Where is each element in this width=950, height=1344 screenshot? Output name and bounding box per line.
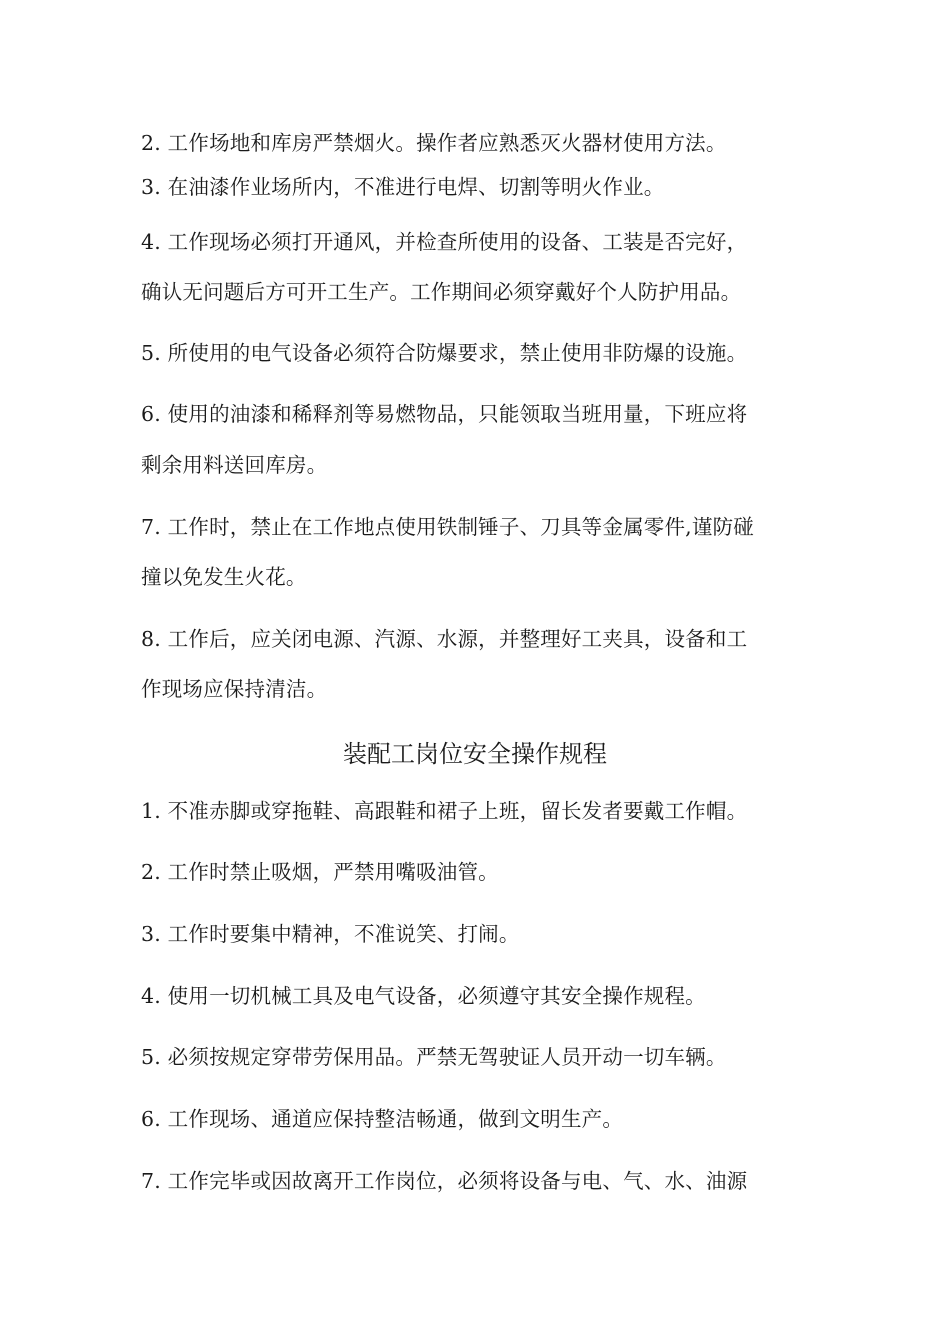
rule-line: 2. 工作场地和库房严禁烟火。操作者应熟悉灭火器材使用方法。 [141,131,727,155]
rule-line: 5. 所使用的电气设备必须符合防爆要求，禁止使用非防爆的设施。 [141,341,748,365]
rule-line: 8. 工作后，应关闭电源、汽源、水源，并整理好工夹具，设备和工 [141,627,748,651]
section-title: 装配工岗位安全操作规程 [343,740,607,768]
rule-line: 5. 必须按规定穿带劳保用品。严禁无驾驶证人员开动一切车辆。 [141,1045,727,1069]
rule-line: 作现场应保持清洁。 [141,677,328,701]
rule-line: 6. 工作现场、通道应保持整洁畅通，做到文明生产。 [141,1107,624,1131]
rule-line: 撞以免发生火花。 [141,565,307,589]
rule-line: 4. 使用一切机械工具及电气设备，必须遵守其安全操作规程。 [141,984,706,1008]
rule-line: 4. 工作现场必须打开通风，并检查所使用的设备、工装是否完好， [141,230,748,254]
rule-line: 剩余用料送回库房。 [141,453,328,477]
rule-line: 3. 工作时要集中精神，不准说笑、打闹。 [141,922,520,946]
rule-line: 1. 不准赤脚或穿拖鞋、高跟鞋和裙子上班，留长发者要戴工作帽。 [141,799,748,823]
rule-line: 3. 在油漆作业场所内，不准进行电焊、切割等明火作业。 [141,175,665,199]
rule-line: 6. 使用的油漆和稀释剂等易燃物品，只能领取当班用量，下班应将 [141,402,748,426]
rule-line: 2. 工作时禁止吸烟，严禁用嘴吸油管。 [141,860,499,884]
rule-line: 确认无问题后方可开工生产。工作期间必须穿戴好个人防护用品。 [141,280,742,304]
rule-line: 7. 工作完毕或因故离开工作岗位，必须将设备与电、气、水、油源 [141,1169,748,1193]
rule-line: 7. 工作时，禁止在工作地点使用铁制锤子、刀具等金属零件,谨防碰 [141,515,754,539]
